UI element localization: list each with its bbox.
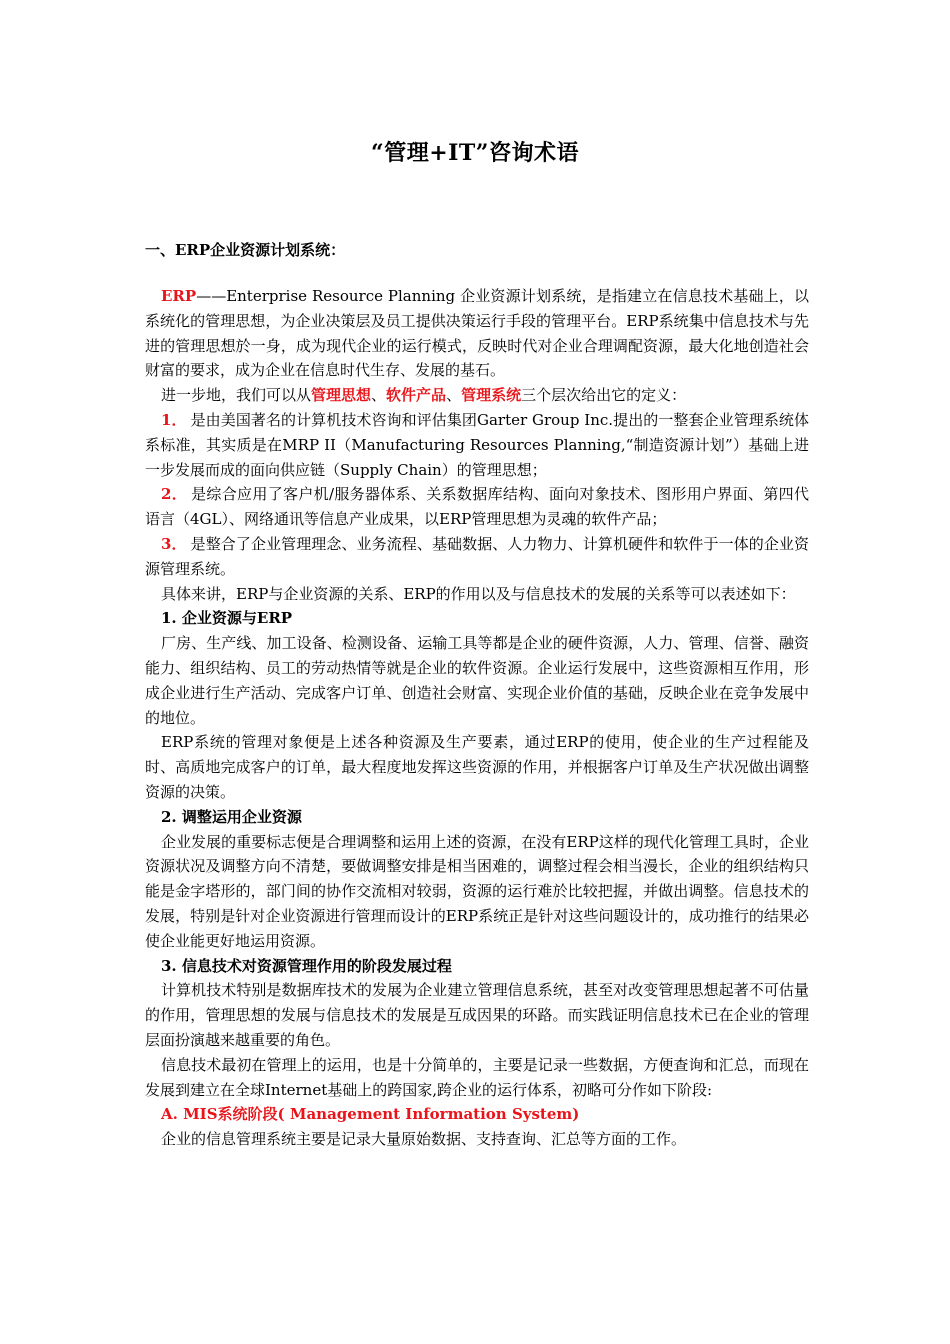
levels-sep: 、 [371,386,387,405]
definition-text: 是由美国著名的计算机技术咨询和评估集团Garter Group Inc.提出的一整套企业管理系统体系标准，其实质是在MRP II（Manufacturing Resources Planning,“制造资源计划”）基础上进一步发展而成的面向供应链（Supply Chain）的管理思想； [145,410,809,479]
keyword-management-thought: 管理思想 [311,386,372,405]
keyword-management-system: 管理系统 [461,386,522,405]
subheading-2: 2. 调整运用企业资源 [161,807,302,826]
definition-item [145,532,809,582]
paragraph-specific: 具体来讲，ERP与企业资源的关系、ERP的作用以及与信息技术的发展的关系等可以表述如下： [161,584,796,603]
paragraph: 企业发展的重要标志便是合理调整和运用上述的资源，在没有ERP这样的现代化管理工具时，企业资源状况及调整方向不清楚，要做调整安排是相当困难的，调整过程会相当漫长，企业的组织结构只能是金字塔形的，部门间的协作交流相对较弱，资源的运行难於比较把握，并做出调整。信息技术的发展，特别是针对企业资源进行管理而设计的ERP系统正是针对这些问题设计的，成功推行的结果必使企业能更好地运用资源。 [145,832,809,950]
subheading-a: A. MIS系统阶段( Management Information System) [161,1105,580,1124]
keyword-software-product: 软件产品 [386,386,447,405]
paragraph: ERP系统的管理对象便是上述各种资源及生产要素，通过ERP的使用，使企业的生产过程能及时、高质地完成客户的订单，最大程度地发挥这些资源的作用，并根据客户订单及生产状况做出调整资源的决策。 [145,733,809,801]
levels-post: 三个层次给出它的定义： [521,386,687,405]
levels-sep: 、 [446,386,462,405]
definition-number: 1． [161,410,187,429]
paragraph: 计算机技术特别是数据库技术的发展为企业建立管理信息系统，甚至对改变管理思想起著不可估量的作用，管理思想的发展与信息技术的发展是互成因果的环路。而实践证明信息技术已在企业的管理层面扮演越来越重要的角色。 [145,981,809,1049]
document-body [145,284,809,1152]
levels-pre: 进一步地，我们可以从 [161,386,312,405]
paragraph: 企业的信息管理系统主要是记录大量原始数据、支持查询、汇总等方面的工作。 [161,1130,687,1149]
paragraph: 厂房、生产线、加工设备、检测设备、运输工具等都是企业的硬件资源，人力、管理、信誉、融资能力、组织结构、员工的劳动热情等就是企业的软件资源。企业运行发展中，这些资源相互作用，形成企业进行生产活动、完成客户订单、创造社会财富、实现企业价值的基础，反映企业在竞争发展中的地位。 [145,634,809,727]
paragraph: 信息技术最初在管理上的运用，也是十分简单的，主要是记录一些数据，方便查询和汇总，而现在发展到建立在全球Internet基础上的跨国家,跨企业的运行体系，初略可分作如下阶段: [145,1055,809,1099]
definition-number: 2． [161,485,188,504]
subheading-3: 3. 信息技术对资源管理作用的阶段发展过程 [161,956,452,975]
definition-item [145,482,809,532]
erp-term: ERP [161,287,197,305]
levels-paragraph [145,383,809,408]
intro-text: ——Enterprise Resource Planning 企业资源计划系统，是指建立在信息技术基础上，以系统化的管理思想，为企业决策层及员工提供决策运行手段的管理平台。ERP系统集中信息技术与先进的管理思想於一身，成为现代企业的运行模式，反映时代对企业合理调配资源，最大化地创造社会财富的要求，成为企业在信息时代生存、发展的基石。 [145,287,809,380]
definition-text: 是综合应用了客户机/服务器体系、关系数据库结构、面向对象技术、图形用户界面、第四代语言（4GL）、网络通讯等信息产业成果，以ERP管理思想为灵魂的软件产品； [145,485,810,529]
section-heading: 一、ERP企业资源计划系统： [145,241,346,259]
definition-text: 是整合了企业管理理念、业务流程、基础数据、人力物力、计算机硬件和软件于一体的企业资源管理系统。 [145,534,809,578]
subheading-1: 1. 企业资源与ERP [161,609,293,628]
intro-paragraph [145,284,809,383]
document-title: “管理+IT”咨询术语 [371,140,579,166]
definition-item [145,408,809,482]
definition-number: 3． [161,534,187,553]
